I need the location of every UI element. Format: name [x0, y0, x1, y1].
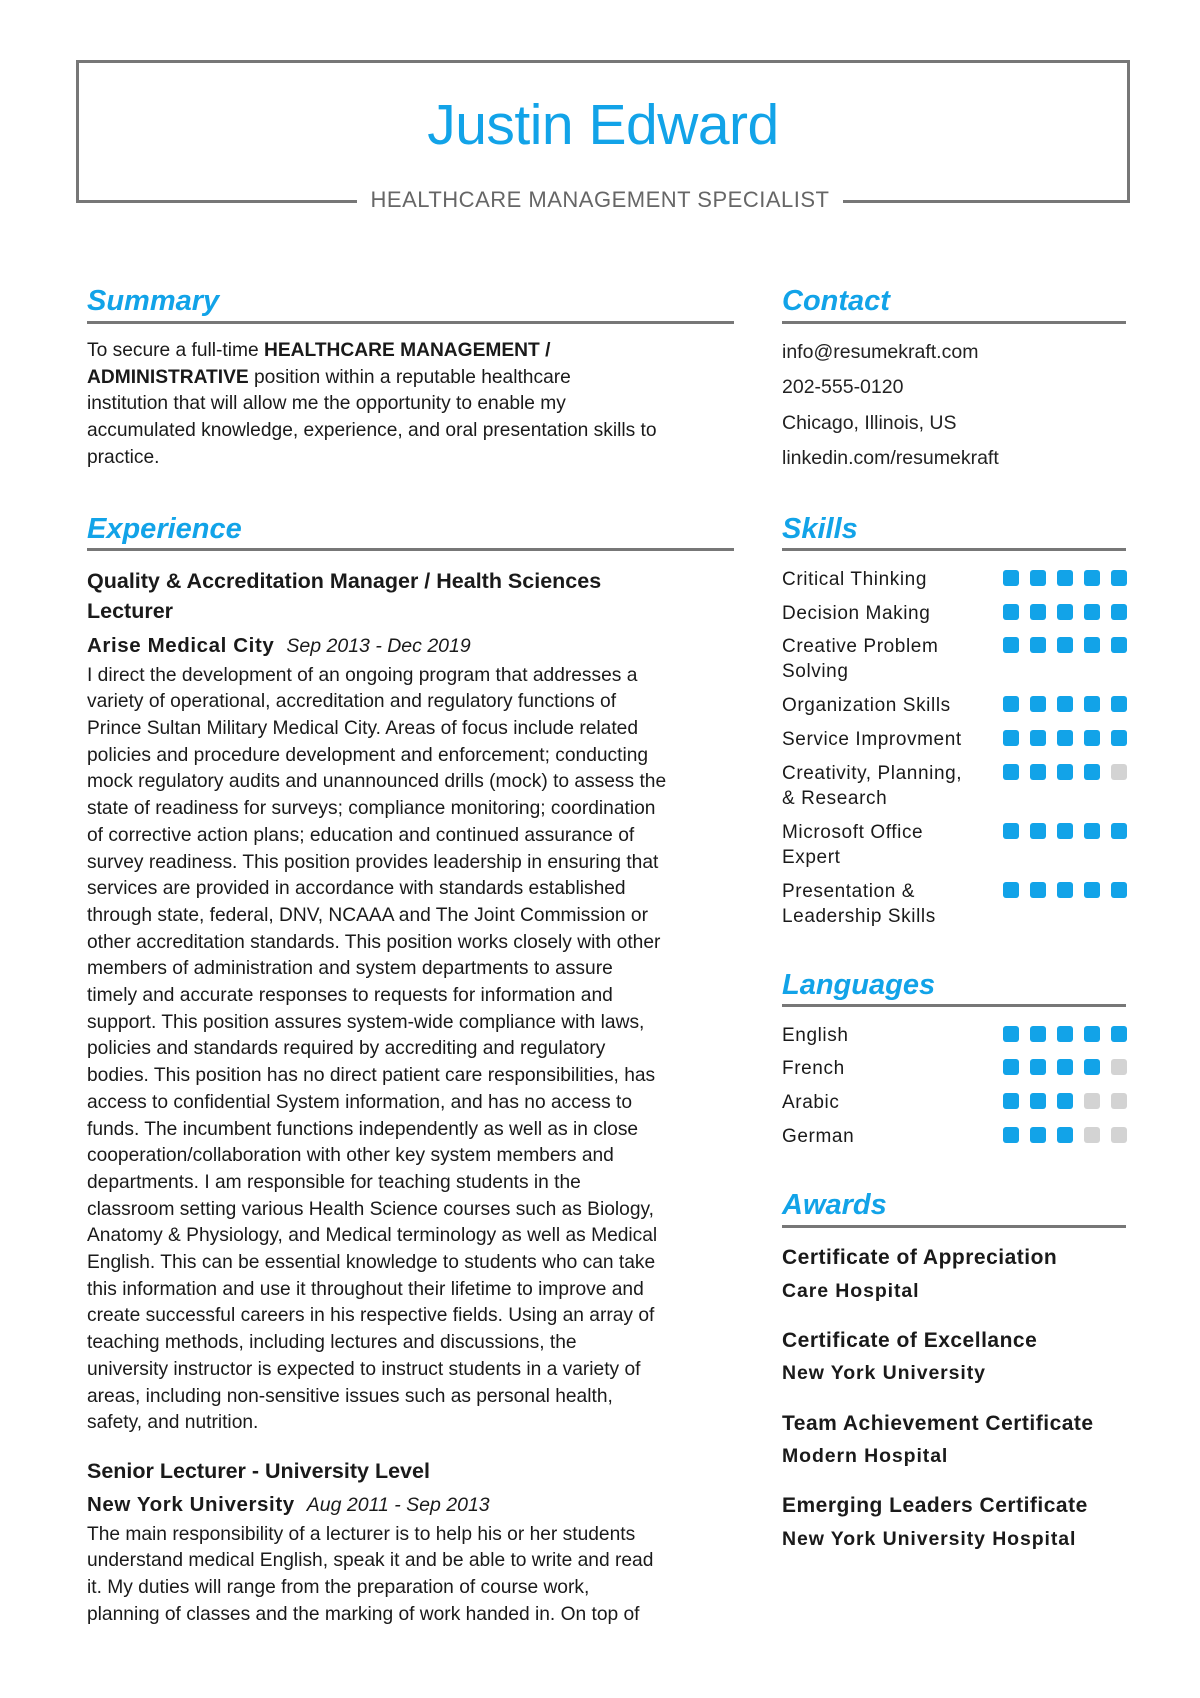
job-title: Senior Lecturer - University Level [87, 1459, 430, 1483]
skill-name: Presentation & [782, 880, 916, 902]
job-description-line: through state, federal, DNV, NCAAA and The Joint Commission or [87, 904, 648, 926]
award-title: Certificate of Appreciation [782, 1246, 1058, 1269]
candidate-name: Justin Edward [427, 93, 779, 157]
contact-email: info@resumekraft.com [782, 341, 979, 363]
section-rule-skills [782, 548, 1126, 551]
job-description-line: I direct the development of an ongoing program that addresses a [87, 664, 638, 686]
rating-dot-filled [1057, 764, 1073, 780]
job-description-line: members of administration and system departments to assure [87, 958, 613, 980]
skill-name: Microsoft Office [782, 821, 924, 843]
rating-dot-filled [1111, 637, 1127, 653]
rating-dot-filled [1057, 823, 1073, 839]
rating-dot-filled [1003, 764, 1019, 780]
rating-dot-filled [1084, 764, 1100, 780]
skill-name: Critical Thinking [782, 568, 928, 590]
skill-name: Solving [782, 660, 849, 682]
rating-dot-filled [1030, 1127, 1046, 1143]
rating-dots [1003, 1026, 1127, 1042]
rating-dots [1003, 882, 1127, 898]
summary-text: practice. [87, 446, 160, 468]
job-description-line: cooperation/collaboration with other key system members and [87, 1145, 614, 1167]
award-title: Team Achievement Certificate [782, 1412, 1094, 1435]
job-dates: Sep 2013 - Dec 2019 [286, 635, 471, 657]
job-description-line: timely and accurate responses to requests for information and [87, 985, 613, 1007]
section-heading-experience: Experience [87, 513, 242, 545]
job-description-line: departments. I am responsible for teaching students in the [87, 1171, 581, 1193]
rating-dot-filled [1003, 1026, 1019, 1042]
section-heading-languages: Languages [782, 969, 936, 1001]
job-description-line: understand medical English, speak it and be able to write and read [87, 1550, 654, 1572]
summary-text: position within a reputable healthcare [248, 366, 571, 388]
rating-dot-filled [1057, 1059, 1073, 1075]
company-line [87, 631, 734, 661]
summary-line [87, 365, 734, 392]
rating-dot-filled [1057, 1093, 1073, 1109]
language-name: German [782, 1125, 855, 1147]
rating-dot-filled [1111, 570, 1127, 586]
job-description-line: other accreditation standards. This position works closely with other [87, 931, 661, 953]
rating-dot-filled [1003, 882, 1019, 898]
summary-emphasis: HEALTHCARE MANAGEMENT / [264, 339, 551, 361]
rating-dot-filled [1084, 730, 1100, 746]
rating-dots [1003, 730, 1127, 746]
summary-line [87, 391, 734, 418]
job-description-line: Anatomy & Physiology, and Medical terminology as well as Medical [87, 1225, 658, 1247]
rating-dot-filled [1003, 696, 1019, 712]
job-description-line: services are provided in accordance with standards established [87, 878, 626, 900]
skill-name: Decision Making [782, 602, 931, 624]
job-description-line: English. This can be essential knowledge to students who can take [87, 1252, 656, 1274]
rating-dots [1003, 823, 1127, 839]
contact-location: Chicago, Illinois, US [782, 412, 957, 434]
job-description-line: bodies. This position has no direct patient care responsibilities, has [87, 1065, 656, 1087]
rating-dot-empty [1111, 1127, 1127, 1143]
rating-dot-filled [1084, 696, 1100, 712]
summary-text: accumulated knowledge, experience, and oral presentation skills to [87, 419, 657, 441]
rating-dots [1003, 570, 1127, 586]
company-name: Arise Medical City [87, 634, 275, 657]
rating-dot-filled [1030, 1059, 1046, 1075]
award-title: Emerging Leaders Certificate [782, 1494, 1088, 1517]
job-description-line: access to confidential System information, and has no access to [87, 1091, 632, 1113]
rating-dot-filled [1003, 1059, 1019, 1075]
job-description-line: mock regulatory audits and unannounced drills (mock) to assess the [87, 771, 667, 793]
rating-dots [1003, 764, 1127, 780]
skill-name: Leadership Skills [782, 905, 936, 927]
rating-dots [1003, 1059, 1127, 1075]
skill-name: Creative Problem [782, 635, 939, 657]
rating-dot-empty [1084, 1127, 1100, 1143]
rating-dots [1003, 637, 1127, 653]
rating-dot-empty [1111, 1093, 1127, 1109]
rating-dot-filled [1057, 696, 1073, 712]
rating-dot-filled [1084, 604, 1100, 620]
rating-dot-filled [1003, 604, 1019, 620]
rating-dot-filled [1084, 1026, 1100, 1042]
rating-dot-empty [1084, 1093, 1100, 1109]
job-title: HEALTHCARE MANAGEMENT SPECIALIST [357, 187, 844, 212]
section-rule-languages [782, 1004, 1126, 1007]
rating-dot-filled [1111, 1026, 1127, 1042]
contact-linkedin: linkedin.com/resumekraft [782, 447, 999, 469]
skill-name: Organization Skills [782, 694, 951, 716]
rating-dot-filled [1084, 882, 1100, 898]
rating-dot-filled [1084, 1059, 1100, 1075]
job-description-line: support. This position assures system-wide compliance with laws, [87, 1011, 645, 1033]
contact-phone: 202-555-0120 [782, 376, 904, 398]
job-description-line: Prince Sultan Military Medical City. Areas of focus include related [87, 718, 638, 740]
rating-dot-empty [1111, 764, 1127, 780]
section-rule-summary [87, 321, 734, 324]
rating-dot-filled [1111, 696, 1127, 712]
skill-name: Creativity, Planning, [782, 762, 963, 784]
rating-dots [1003, 1127, 1127, 1143]
rating-dot-filled [1030, 696, 1046, 712]
section-rule-experience [87, 548, 734, 551]
job-description-line: variety of operational, accreditation and regulatory functions of [87, 691, 617, 713]
award-organization: Care Hospital [782, 1280, 920, 1302]
rating-dot-filled [1030, 1093, 1046, 1109]
job-description-line: of corrective action plans; education and continued assurance of [87, 824, 635, 846]
rating-dot-filled [1003, 1093, 1019, 1109]
award-organization: New York University [782, 1362, 986, 1384]
language-name: French [782, 1057, 845, 1079]
job-description-line: policies and standards required by accrediting and regulatory [87, 1038, 606, 1060]
summary-line [87, 338, 734, 365]
skill-name: Service Improvment [782, 728, 962, 750]
section-heading-skills: Skills [782, 513, 858, 545]
section-heading-contact: Contact [782, 285, 890, 317]
rating-dot-filled [1111, 882, 1127, 898]
rating-dot-filled [1003, 823, 1019, 839]
rating-dot-filled [1030, 1026, 1046, 1042]
rating-dot-filled [1057, 570, 1073, 586]
section-heading-summary: Summary [87, 285, 220, 317]
language-name: English [782, 1024, 849, 1046]
rating-dot-filled [1030, 730, 1046, 746]
summary-text: To secure a full-time [87, 339, 265, 361]
summary-text: institution that will allow me the opportunity to enable my [87, 392, 566, 414]
rating-dot-filled [1084, 570, 1100, 586]
job-description-line: this information and use it throughout their lifetime to improve and [87, 1278, 644, 1300]
section-heading-awards: Awards [782, 1189, 887, 1221]
company-line [87, 1490, 734, 1520]
rating-dot-filled [1003, 1127, 1019, 1143]
rating-dot-filled [1111, 730, 1127, 746]
summary-line [87, 418, 734, 445]
rating-dot-filled [1030, 637, 1046, 653]
summary-emphasis: ADMINISTRATIVE [87, 366, 249, 388]
rating-dots [1003, 604, 1127, 620]
award-title: Certificate of Excellance [782, 1329, 1038, 1352]
rating-dot-filled [1030, 764, 1046, 780]
job-description-line: planning of classes and the marking of work handed in. On top of [87, 1603, 640, 1625]
job-dates: Aug 2011 - Sep 2013 [306, 1494, 490, 1516]
job-description-line: safety, and nutrition. [87, 1412, 259, 1434]
job-description-line: policies and procedure development and enforcement; conducting [87, 744, 649, 766]
rating-dot-filled [1057, 637, 1073, 653]
rating-dot-filled [1057, 604, 1073, 620]
award-organization: New York University Hospital [782, 1528, 1077, 1550]
rating-dots [1003, 1093, 1127, 1109]
rating-dot-filled [1030, 823, 1046, 839]
job-description-line: areas, including non-sensitive issues such as personal health, [87, 1385, 613, 1407]
job-title: Lecturer [87, 599, 174, 623]
skill-name: Expert [782, 846, 841, 868]
language-name: Arabic [782, 1091, 840, 1113]
company-name: New York University [87, 1493, 295, 1516]
rating-dot-empty [1111, 1059, 1127, 1075]
job-description-line: survey readiness. This position provides leadership in ensuring that [87, 851, 659, 873]
rating-dot-filled [1030, 570, 1046, 586]
job-description-line: classroom setting various Health Science courses such as Biology, [87, 1198, 655, 1220]
job-description-line: it. My duties will range from the preparation of course work, [87, 1577, 590, 1599]
rating-dot-filled [1030, 882, 1046, 898]
award-organization: Modern Hospital [782, 1445, 949, 1467]
rating-dot-filled [1030, 604, 1046, 620]
rating-dot-filled [1057, 730, 1073, 746]
rating-dot-filled [1003, 570, 1019, 586]
job-title-banner [0, 186, 1200, 217]
rating-dot-filled [1084, 823, 1100, 839]
skill-name: & Research [782, 787, 888, 809]
job-description-line: university instructor is expected to instruct students in a variety of [87, 1358, 641, 1380]
job-description-line: The main responsibility of a lecturer is to help his or her students [87, 1523, 636, 1545]
job-title: Quality & Accreditation Manager / Health Sciences [87, 569, 602, 593]
rating-dots [1003, 696, 1127, 712]
section-rule-awards [782, 1225, 1126, 1228]
rating-dot-filled [1057, 1127, 1073, 1143]
rating-dot-filled [1111, 604, 1127, 620]
rating-dot-filled [1057, 1026, 1073, 1042]
job-description-line: teaching methods, including lectures and discussions, the [87, 1332, 577, 1354]
job-description-line: funds. The incumbent functions independently as well as in close [87, 1118, 639, 1140]
rating-dot-filled [1003, 637, 1019, 653]
job-description-line: create successful careers in his respective fields. Using an array of [87, 1305, 655, 1327]
summary-line [87, 445, 734, 472]
rating-dot-filled [1003, 730, 1019, 746]
section-rule-contact [782, 321, 1126, 324]
rating-dot-filled [1057, 882, 1073, 898]
job-description-line: state of readiness for surveys; compliance monitoring; coordination [87, 798, 656, 820]
rating-dot-filled [1111, 823, 1127, 839]
rating-dot-filled [1084, 637, 1100, 653]
